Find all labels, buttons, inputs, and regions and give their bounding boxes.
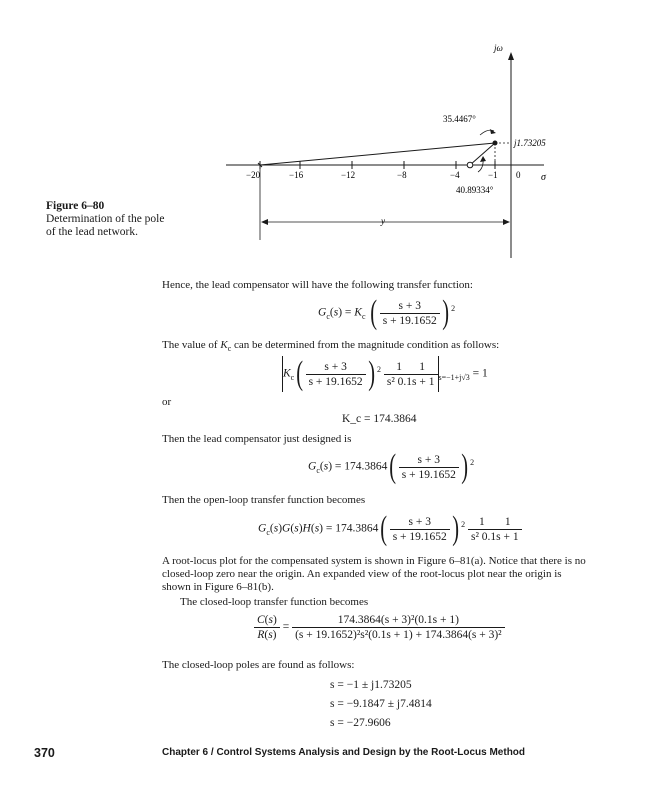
tick-label: −1 [488,170,498,180]
paragraph: A root-locus plot for the compensated system is shown in Figure 6–81(a). Notice that there is no closed-loop zero near the origin. An expanded view of the root-locus plot near the origin is shown in Figure 6–81(b). [162,555,586,593]
line-to-zero [470,143,495,165]
lead-zero-marker [467,162,473,168]
eq-denominator: s + 19.1652 [401,468,456,481]
tick-label: −20 [246,170,261,180]
paragraph: Then the open-loop transfer function becomes [162,494,366,506]
paragraph: The value of $K_c$ can be determined from the magnitude condition as follows: [162,339,500,354]
eq-evaluation-point: s=−1+j√3 [438,372,470,382]
eq-symbol: K [354,306,362,319]
closed-loop-pole: s = −1 ± j1.73205 [330,679,412,691]
eq-denominator: s + 19.1652 [392,530,447,543]
tick-label: −8 [397,170,407,180]
equation-gc-designed: $G_c(s) = 174.3864$( $\frac{s + 3}{s + 19.1652}$ ) $^2$ [308,448,475,485]
figure-caption-text: Determination of the pole of the lead network. [46,213,165,238]
closed-loop-pole: s = −9.1847 ± j7.4814 [330,698,432,710]
eq-numerator: s + 3 [399,454,459,468]
eq-numerator: s + 3 [306,361,366,375]
angle-arc-bottom-arrow [480,156,486,162]
angle-arc-top-arrow [490,129,496,134]
chapter-footer: Chapter 6 / Control Systems Analysis and Design by the Root-Locus Method [162,747,526,758]
y-arrow-left [261,219,268,225]
equation-closed-loop: $\frac{C(s)}{R(s)}$ = $\frac{\text{174.3864(s + 3)²(0.1s + 1)}}{\text{(s + 19.1652)²s²(0.1s + 1) + 174.3864(s + 3)²}}$ [254,614,505,641]
imag-axis-label: jω [494,43,503,53]
tick-label: −4 [450,170,460,180]
page-number: 370 [34,746,55,760]
eq-denominator: s + 19.1652 [382,314,437,327]
eq-gain: 174.3864 [335,522,379,535]
eq-denominator: s² 0.1s + 1 [384,374,438,388]
equation-kc-value: K_c = 174.3864 [342,413,417,425]
eq-numerator: 174.3864(s + 3)²(0.1s + 1) [292,614,505,628]
paragraph: Hence, the lead compensator will have the following transfer function: [162,279,473,291]
figure-caption [46,200,166,239]
angle-label-top: 35.4467° [443,114,476,124]
eq-numerator: s + 3 [380,300,440,314]
equation-gc: $G_c(s) = K_c$ ( $\frac{s + 3}{s + 19.1652}$ ) $^2$ [318,294,456,331]
equation-open-loop: $G_c(s)G(s)H(s) = 174.3864$( $\frac{s + 3}{s + 19.1652}$ ) $^2$ $\frac{1 1}{\text{s² 0.1s + 1}}$ [258,512,522,546]
eq-numerator: s + 3 [390,516,450,530]
figure-number: Figure 6–80 [46,200,105,212]
eq-gain: 174.3864 [344,460,388,473]
equation-magnitude-condition: $K_c$( $\frac{s + 3}{s + 19.1652}$ ) $^2$ $\frac{1 1}{\text{s² 0.1s + 1}}$ $_{s=-1+j√3}$ = 1 [283,355,488,392]
tick-label: −12 [341,170,356,180]
y-label: y [381,216,385,226]
paragraph: The closed-loop transfer function becomes [180,596,369,608]
imag-axis-arrow [508,52,514,60]
eq-denominator: s + 19.1652 [308,375,363,388]
tick-label: 0 [516,170,521,180]
paragraph: The closed-loop poles are found as follows: [162,659,355,671]
tick-label: −16 [289,170,304,180]
eq-denominator: (s + 19.1652)²s²(0.1s + 1) + 174.3864(s + 3)² [295,629,502,641]
pole-label: j1.73205 [514,138,546,148]
real-axis-label: σ [541,172,546,183]
closed-loop-pole: s = −27.9606 [330,717,391,729]
closed-loop-pole-marker [493,141,498,146]
line-to-pole-of-lead [260,143,495,165]
paragraph: or [162,396,172,408]
eq-denominator: s² 0.1s + 1 [468,529,522,543]
eq-symbol: G [318,306,327,319]
angle-label-bottom: 40.89334° [456,185,494,195]
eq-rhs: = 1 [472,367,488,380]
y-arrow-right [503,219,510,225]
paragraph: Then the lead compensator just designed is [162,433,352,445]
